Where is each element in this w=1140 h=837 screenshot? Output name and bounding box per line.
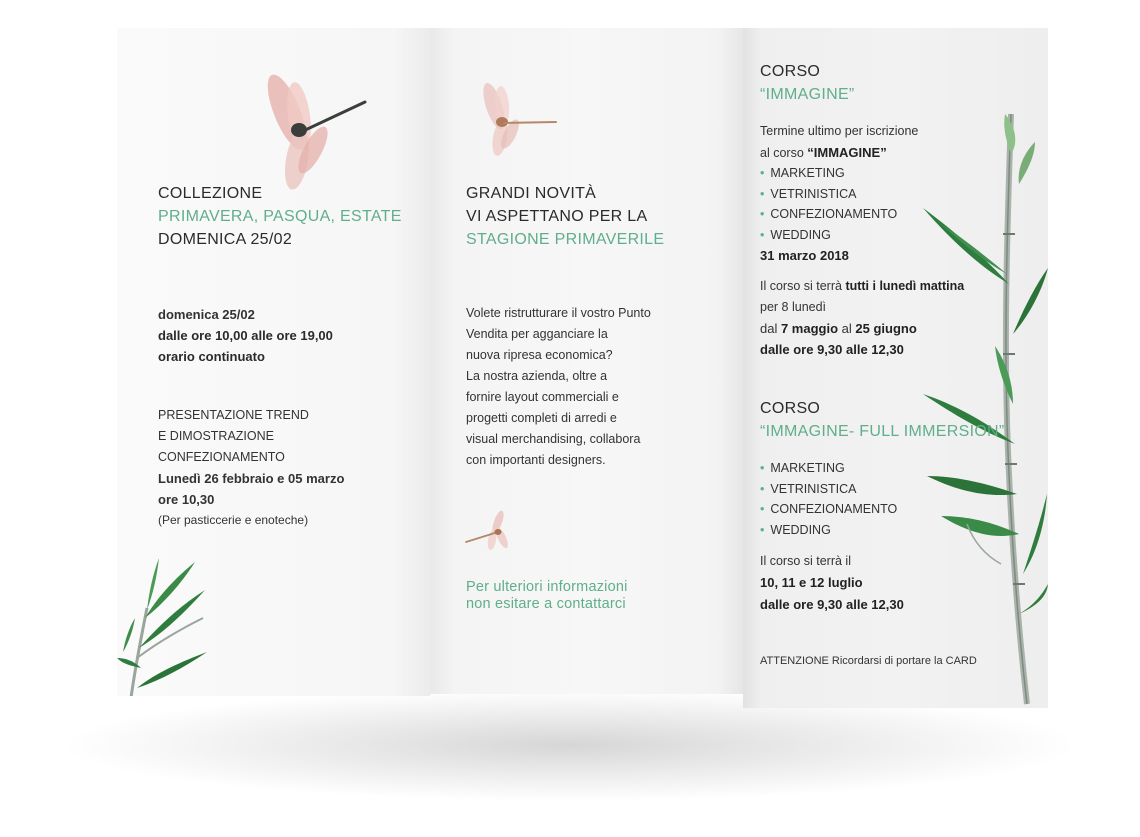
presentation-line1: PRESENTAZIONE TREND bbox=[158, 408, 309, 422]
course1-deadline-date: 31 marzo 2018 bbox=[760, 248, 849, 263]
middle-body-line4: La nostra azienda, oltre a bbox=[466, 369, 608, 383]
course1-schedule-prefix: Il corso si terrà bbox=[760, 279, 846, 293]
list-item: • MARKETING bbox=[760, 458, 897, 479]
course1-schedule-day: tutti i lunedì mattina bbox=[845, 279, 965, 293]
left-panel bbox=[117, 28, 430, 696]
middle-panel bbox=[430, 28, 743, 694]
course1-deadline-line2 bbox=[760, 142, 887, 164]
presentation-line3: CONFEZIONAMENTO bbox=[158, 450, 285, 464]
card-notice bbox=[760, 651, 977, 672]
event-date: domenica 25/02 bbox=[158, 307, 255, 322]
middle-title-line1: GRANDI NOVITÀ bbox=[466, 185, 597, 202]
middle-body-line3: nuova ripresa economica? bbox=[466, 348, 613, 362]
middle-body-line5: fornire layout commerciali e bbox=[466, 390, 619, 404]
course1-from-label: dal bbox=[760, 321, 781, 336]
middle-body-line7: visual merchandising, collabora bbox=[466, 432, 641, 446]
list-item: • CONFEZIONAMENTO bbox=[760, 499, 897, 520]
contact-line2: non esitare a contattarci bbox=[466, 596, 626, 612]
dragonfly-icon bbox=[255, 72, 375, 202]
course1-schedule-count: per 8 lunedì bbox=[760, 300, 827, 314]
list-item: • MARKETING bbox=[760, 163, 897, 184]
course2-label: CORSO bbox=[760, 400, 821, 417]
dragonfly-icon bbox=[464, 508, 514, 556]
presentation-note: (Per pasticcerie e enoteche) bbox=[158, 513, 309, 527]
course1-from-date: 7 maggio bbox=[780, 321, 839, 336]
trifold-brochure bbox=[117, 28, 1048, 708]
presentation-line2: E DIMOSTRAZIONE bbox=[158, 429, 274, 443]
course1-schedule-range bbox=[760, 318, 917, 339]
list-item: • WEDDING bbox=[760, 520, 897, 541]
course1-deadline-line1: Termine ultimo per iscrizione bbox=[760, 124, 919, 138]
course1-to-label: al bbox=[838, 321, 856, 336]
notice-text: Ricordarsi di portare la CARD bbox=[828, 655, 977, 667]
course1-name: “IMMAGINE” bbox=[760, 86, 855, 103]
bamboo-illustration bbox=[923, 114, 1048, 704]
list-item: • WEDDING bbox=[760, 225, 897, 246]
course2-name: “IMMAGINE- FULL IMMERSION” bbox=[760, 423, 1005, 440]
left-title-line1: COLLEZIONE bbox=[158, 185, 263, 202]
contact-line1: Per ulteriori informazioni bbox=[466, 579, 628, 595]
course1-to-date: 25 giugno bbox=[855, 321, 917, 336]
notice-label: ATTENZIONE bbox=[760, 655, 829, 667]
course1-deadline-prefix: al corso bbox=[760, 146, 808, 160]
dragonfly-icon bbox=[470, 84, 560, 164]
list-item: • CONFEZIONAMENTO bbox=[760, 204, 897, 225]
course1-deadline-course: “IMMAGINE” bbox=[807, 145, 887, 160]
course1-topics bbox=[760, 163, 897, 245]
course2-dates: 10, 11 e 12 luglio bbox=[760, 575, 863, 590]
left-title-line3: DOMENICA 25/02 bbox=[158, 231, 293, 248]
middle-body-line1: Volete ristrutturare il vostro Punto bbox=[466, 306, 651, 320]
course2-hours: dalle ore 9,30 alle 12,30 bbox=[760, 597, 904, 612]
middle-body-line8: con importanti designers. bbox=[466, 453, 606, 467]
presentation-time: ore 10,30 bbox=[158, 492, 215, 507]
presentation-dates: Lunedì 26 febbraio e 05 marzo bbox=[158, 471, 345, 486]
course1-hours: dalle ore 9,30 alle 12,30 bbox=[760, 342, 904, 357]
middle-body-line2: Vendita per agganciare la bbox=[466, 327, 608, 341]
middle-title-line2: VI ASPETTANO PER LA bbox=[466, 208, 648, 225]
right-panel bbox=[743, 28, 1048, 708]
list-item: • VETRINISTICA bbox=[760, 479, 897, 500]
list-item: • VETRINISTICA bbox=[760, 184, 897, 205]
course1-schedule-line1 bbox=[760, 276, 964, 297]
bamboo-illustration bbox=[117, 548, 227, 696]
course2-schedule-line1: Il corso si terrà il bbox=[760, 554, 851, 568]
event-hours-note: orario continuato bbox=[158, 349, 265, 364]
middle-body-line6: progetti completi di arredi e bbox=[466, 411, 617, 425]
course2-topics bbox=[760, 458, 897, 540]
event-hours: dalle ore 10,00 alle ore 19,00 bbox=[158, 328, 333, 343]
course1-label: CORSO bbox=[760, 63, 821, 80]
left-title-line2: PRIMAVERA, PASQUA, ESTATE bbox=[158, 208, 402, 225]
middle-title-line3: STAGIONE PRIMAVERILE bbox=[466, 231, 665, 248]
